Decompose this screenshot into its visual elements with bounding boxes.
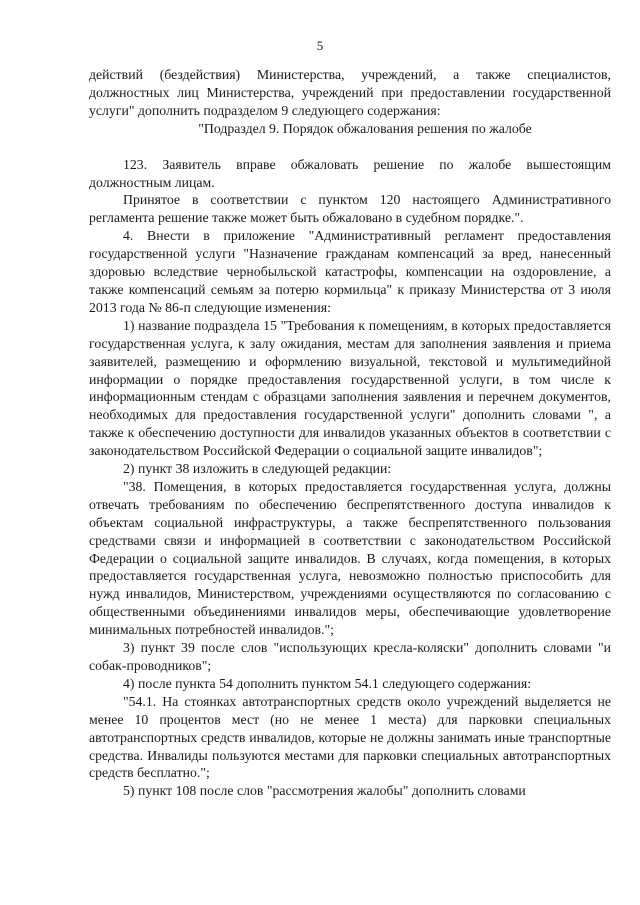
paragraph-subitem-1: 1) название подраздела 15 "Требования к помещениям, в которых предоставляется государственная услуга, к залу ожидания, местам для заполнения заявления и приема заявителей, размещению и оформлению визуальной, текстовой и мультимедийной информации о порядке предоставления государственной услуги, в том числе к информационным стендам с образцами заполнения заявления и перечнем документов, необходимых для предоставления государственной услуги" дополнить словами ", а также к обеспечению доступности для инвалидов указанных объектов в соответствии с законодательством Российской Федерации о социальной защите инвалидов"; xyxy=(89,317,611,459)
paragraph-subitem-5: 5) пункт 108 после слов "рассмотрения жалобы" дополнить словами xyxy=(123,783,526,799)
document-body xyxy=(89,66,611,800)
paragraph-subitem-2: 2) пункт 38 изложить в следующей редакции: xyxy=(123,461,392,477)
subsection-heading: "Подраздел 9. Порядок обжалования решения по жалобе xyxy=(198,120,532,136)
paragraph-subitem-4: 4) после пункта 54 дополнить пунктом 54.1 следующего содержания: xyxy=(123,675,532,691)
paragraph-item-54-1: "54.1. На стоянках автотранспортных средств около учреждений выделяется не менее 10 процентов мест (но не менее 1 места) для парковки специальных автотранспортных средств инвалидов, которые не должны занимать иные транспортные средства. Инвалиды пользуются местами для парковки специальных автотранспортных средств бесплатно."; xyxy=(89,693,611,781)
paragraph-appeal-court: Принятое в соответствии с пунктом 120 настоящего Административного регламента решение также может быть обжаловано в судебном порядке.". xyxy=(89,192,611,226)
page-number: 5 xyxy=(316,38,324,53)
paragraph-item-38: "38. Помещения, в которых предоставляется государственная услуга, должны отвечать требованиям по обеспечению беспрепятственного доступа инвалидов к объектам социальной инфраструктуры, а также беспрепятственного пользования средствами связи и информацией в соответствии с законодательством Российской Федерации о социальной защите инвалидов. В случаях, когда помещения, в которых предоставляется государственная услуга, невозможно полностью приспособить для нужд инвалидов, Министерством, учреждениями осуществляются по согласованию с общественными объединениями инвалидов меры, обеспечивающие удовлетворение минимальных потребностей инвалидов."; xyxy=(89,478,611,638)
paragraph-gap xyxy=(89,138,611,156)
paragraph-item-4: 4. Внести в приложение "Административный регламент предоставления государственной услуги "Назначение гражданам компенсаций за вред, нанесенный здоровью вследствие чернобыльской катастрофы, компенсации на оздоровление, а также компенсаций семьям за потерю кормильца" к приказу Министерства от 3 июля 2013 года № 86-п следующие изменения: xyxy=(89,228,611,315)
paragraph-item-123: 123. Заявитель вправе обжаловать решение по жалобе вышестоящим должностным лицам. xyxy=(89,156,611,190)
paragraph-subitem-3: 3) пункт 39 после слов "использующих кресла-коляски" дополнить словами "и собак-проводников"; xyxy=(89,640,611,673)
paragraph-intro: действий (бездействия) Министерства, учреждений, а также специалистов, должностных лиц Министерства, учреждений при предоставлении государственной услуги" дополнить подразделом 9 следующего содержания: xyxy=(89,67,611,118)
